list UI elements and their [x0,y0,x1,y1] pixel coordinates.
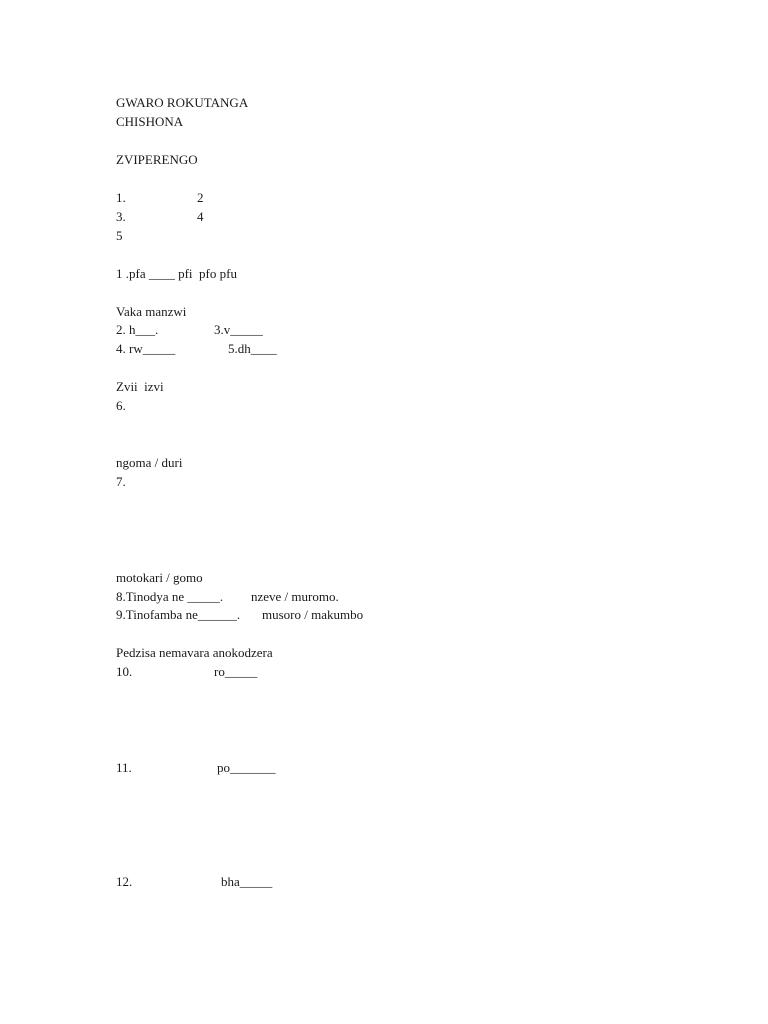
question-1: 1 .pfa ____ pfi pfo pfu [116,266,237,281]
question-12: 12. [116,874,133,889]
ngoma-heading: ngoma / duri [116,455,183,470]
question-5: 5.dh____ [228,341,277,356]
question-4: 4. rw_____ [116,341,176,356]
question-3: 3.v_____ [214,322,263,337]
question-10: 10. [116,664,133,679]
pedzisa-heading: Pedzisa nemavara anokodzera [116,645,273,660]
question-9: 9.Tinofamba ne______. [116,607,241,622]
question-8: 8.Tinodya ne _____. [116,589,224,604]
question-7: 7. [116,474,126,489]
section-heading: ZVIPERENGO [116,152,198,167]
item-number-5: 5 [116,228,123,243]
item-number-2: 2 [197,190,204,205]
item-number-4: 4 [197,209,204,224]
question-10-word: ro_____ [214,664,258,679]
question-2: 2. h___. [116,322,159,337]
document-title: GWARO ROKUTANGA [116,95,249,110]
subject-title: CHISHONA [116,114,184,129]
question-12-word: bha_____ [221,874,273,889]
question-9-options: musoro / makumbo [262,607,364,622]
question-8-options: nzeve / muromo. [251,589,339,604]
vaka-heading: Vaka manzwi [116,304,187,319]
item-number-1: 1. [116,190,126,205]
question-6: 6. [116,398,126,413]
motokari-heading: motokari / gomo [116,570,203,585]
question-11: 11. [116,760,132,775]
zvii-heading: Zvii izvi [116,379,164,394]
item-number-3: 3. [116,209,126,224]
question-11-word: po_______ [217,760,276,775]
